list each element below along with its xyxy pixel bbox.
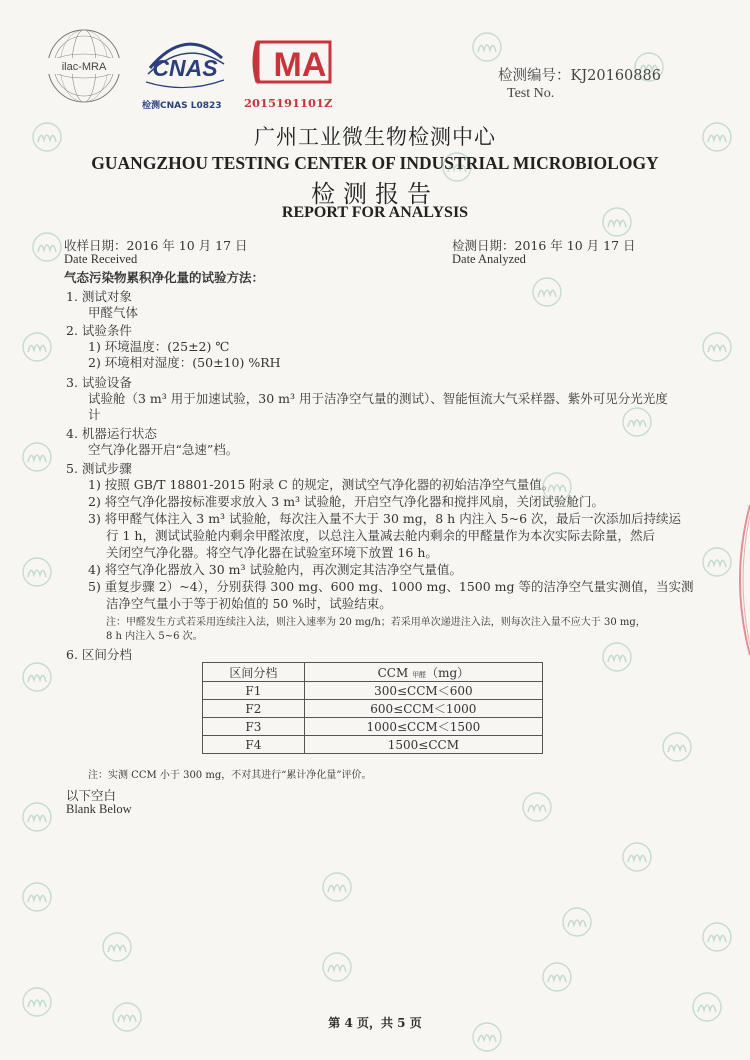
- section-3-line-2: 计: [88, 407, 101, 422]
- watermark-seal-icon: [20, 330, 54, 364]
- watermark-seal-icon: [20, 555, 54, 589]
- cma-code: 2015191101Z: [244, 96, 333, 110]
- watermark-seal-icon: [700, 920, 734, 954]
- cnas-code: 检测CNAS L0823: [142, 101, 222, 111]
- watermark-seal-icon: [20, 800, 54, 834]
- cma-logo: [242, 38, 346, 114]
- table-note: 注：实测 CCM 小于 300 mg，不对其进行“累计净化量”评价。: [88, 770, 372, 781]
- section-1-title: 1. 测试对象: [66, 289, 132, 304]
- table-cell-grade: F2: [203, 700, 305, 718]
- watermark-seal-icon: [690, 990, 724, 1024]
- report-title-cn: 检测报告: [311, 180, 439, 208]
- method-title: 气态污染物累积净化量的试验方法：: [64, 270, 265, 285]
- report-title-en: REPORT FOR ANALYSIS: [281, 204, 469, 221]
- table-row: [203, 682, 543, 700]
- section-5-title: 5. 测试步骤: [66, 461, 132, 476]
- watermark-seal-icon: [100, 930, 134, 964]
- watermark-seal-icon: [470, 1020, 504, 1054]
- grade-range-table: [202, 662, 543, 754]
- organization-name-cn: 广州工业微生物检测中心: [254, 125, 496, 149]
- table-cell-range: 600≤CCM＜1000: [304, 700, 542, 718]
- watermark-seal-icon: [530, 275, 564, 309]
- table-row: [203, 718, 543, 736]
- watermark-seal-icon: [30, 120, 64, 154]
- watermark-seal-icon: [660, 730, 694, 764]
- section-3-title: 3. 试验设备: [66, 375, 132, 390]
- watermark-seal-icon: [20, 660, 54, 694]
- table-header-ccm-unit: （mg）: [426, 665, 470, 680]
- organization-name-en: GUANGZHOU TESTING CENTER OF INDUSTRIAL MICROBIOLOGY: [91, 153, 659, 173]
- table-cell-range: 1000≤CCM＜1500: [304, 718, 542, 736]
- watermark-seal-icon: [700, 120, 734, 154]
- section-2-item-2: 2) 环境相对湿度：(50±10) %RH: [88, 355, 281, 370]
- section-6-title: 6. 区间分档: [66, 647, 132, 662]
- section-5-note-line-1: 注：甲醛发生方式若采用连续注入法，则注入速率为 20 mg/h；若采用单次递进注入法，则每次注入量不应大于 30 mg，: [106, 617, 646, 628]
- blank-below-cn: 以下空白: [66, 788, 117, 803]
- table-cell-range: 1500≤CCM: [304, 736, 542, 754]
- watermark-seal-icon: [700, 545, 734, 579]
- date-analyzed-en: Date Analyzed: [452, 252, 526, 266]
- section-3-line-1: 试验舱（3 m³ 用于加速试验，30 m³ 用于洁净空气量的测试）、智能恒流大气采样器、紫外可见分光光度: [88, 391, 668, 406]
- watermark-seal-icon: [600, 205, 634, 239]
- section-2-item-1: 1) 环境温度：(25±2) ℃: [88, 339, 230, 354]
- cma-text: MA: [273, 46, 327, 84]
- date-received-cn: 收样日期：2016 年 10 月 17 日: [64, 238, 248, 253]
- watermark-seal-icon: [110, 1000, 144, 1034]
- table-cell-grade: F4: [203, 736, 305, 754]
- table-header-row: [203, 663, 543, 682]
- watermark-seal-icon: [30, 230, 64, 264]
- watermark-seal-icon: [632, 50, 666, 84]
- cnas-text: CNAS: [152, 55, 218, 81]
- section-5-step-2: 2) 将空气净化器按标准要求放入 3 m³ 试验舱，开启空气净化器和搅拌风扇，关闭试验舱门。: [88, 494, 605, 509]
- section-4-title: 4. 机器运行状态: [66, 426, 157, 441]
- table-cell-grade: F3: [203, 718, 305, 736]
- table-cell-range: 300≤CCM＜600: [304, 682, 542, 700]
- table-row: [203, 700, 543, 718]
- section-4-body: 空气净化器开启“急速”档。: [88, 442, 239, 457]
- watermark-seal-icon: [520, 790, 554, 824]
- ilac-text: ilac-MRA: [61, 61, 107, 73]
- date-analyzed-cn: 检测日期：2016 年 10 月 17 日: [452, 238, 636, 253]
- watermark-seal-icon: [320, 870, 354, 904]
- page-footer: 第 4 页，共 5 页: [328, 1016, 422, 1030]
- watermark-seal-icon: [20, 985, 54, 1019]
- table-header-ccm: [304, 663, 542, 682]
- table-row: [203, 736, 543, 754]
- section-5-step-5-line-2: 洁净空气量小于等于初始值的 50 %时，试验结束。: [106, 596, 392, 611]
- section-5-step-3-line-2: 行 1 h，测试试验舱内剩余甲醛浓度，以总注入量减去舱内剩余的甲醛量作为本次实际去除量，然后: [106, 528, 655, 543]
- table-header-ccm-label: CCM: [377, 665, 409, 680]
- watermark-seal-icon: [320, 950, 354, 984]
- table-cell-grade: F1: [203, 682, 305, 700]
- blank-below-en: Blank Below: [66, 802, 132, 816]
- watermark-seal-icon: [540, 960, 574, 994]
- section-5-step-3-line-3: 关闭空气净化器。将空气净化器在试验室环境下放置 16 h。: [106, 545, 438, 560]
- watermark-seal-icon: [620, 405, 654, 439]
- test-number-cn: 检测编号：KJ20160886: [498, 68, 661, 84]
- watermark-seal-icon: [700, 330, 734, 364]
- section-1-body: 甲醛气体: [88, 305, 139, 320]
- section-5-step-3-line-1: 3) 将甲醛气体注入 3 m³ 试验舱，每次注入量不大于 30 mg，8 h 内注入 5~6 次，最后一次添加后持续运: [88, 511, 682, 526]
- section-5-note-line-2: 8 h 内注入 5~6 次。: [106, 631, 203, 642]
- watermark-seal-icon: [470, 30, 504, 64]
- watermark-seal-icon: [540, 470, 574, 504]
- section-5-step-1: 1) 按照 GB/T 18801-2015 附录 C 的规定，测试空气净化器的初始洁净空气量值。: [88, 477, 555, 492]
- section-5-step-5-line-1: 5) 重复步骤 2）~4），分别获得 300 mg、600 mg、1000 mg、1500 mg 等的洁净空气量实测值，当实测: [88, 579, 694, 594]
- watermark-seal-icon: [620, 840, 654, 874]
- table-header-ccm-subscript: 甲醛: [412, 670, 427, 679]
- test-number-en: Test No.: [507, 86, 555, 101]
- cnas-logo: [140, 28, 230, 110]
- ilac-mra-logo: [44, 26, 124, 108]
- watermark-seal-icon: [560, 905, 594, 939]
- watermark-seal-icon: [20, 440, 54, 474]
- section-2-title: 2. 试验条件: [66, 323, 132, 338]
- watermark-seal-icon: [20, 880, 54, 914]
- date-received-en: Date Received: [64, 252, 138, 266]
- watermark-seal-icon: [600, 640, 634, 674]
- red-stamp-edge: [728, 505, 750, 655]
- watermark-seal-icon: [440, 150, 474, 184]
- section-5-step-4: 4) 将空气净化器放入 30 m³ 试验舱内，再次测定其洁净空气量值。: [88, 562, 462, 577]
- table-header-grade: 区间分档: [203, 663, 305, 682]
